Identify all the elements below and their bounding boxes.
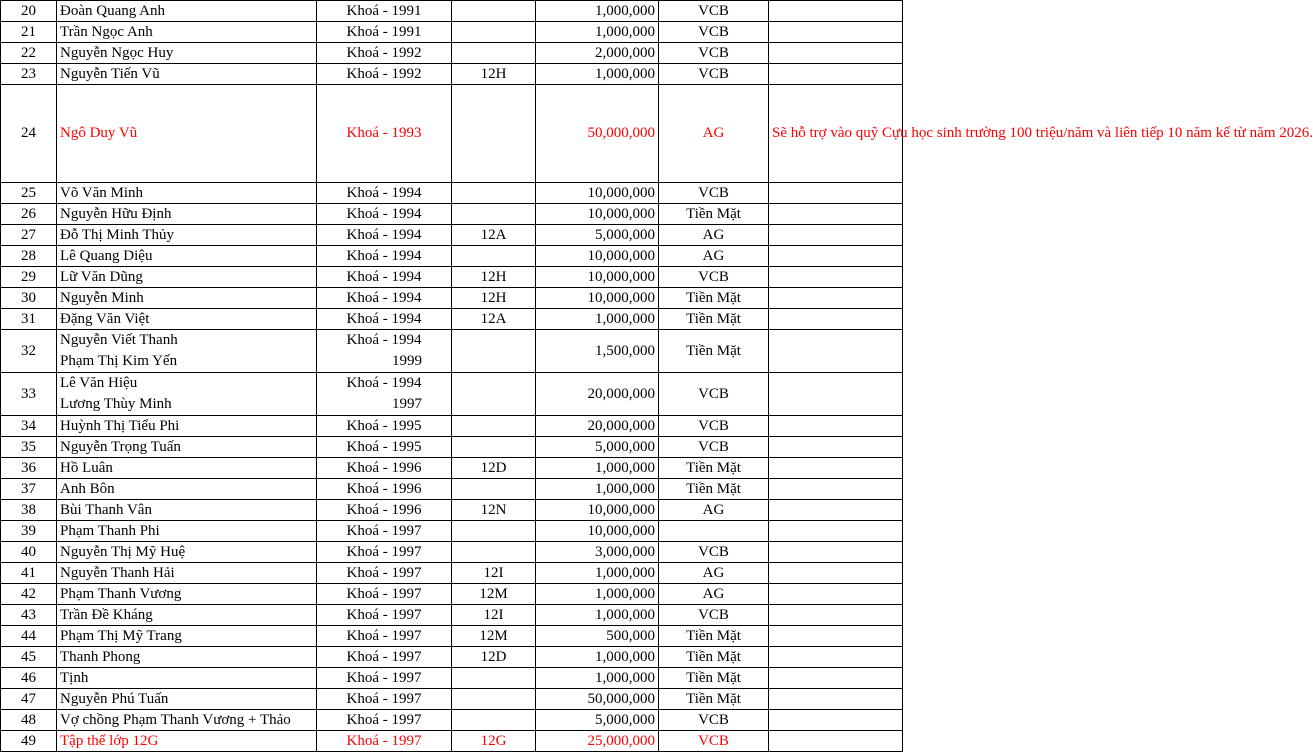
bank-cell: VCB <box>659 437 769 458</box>
khoa-cell: Khoá - 1997 <box>317 689 452 710</box>
class-cell <box>452 521 536 542</box>
stt-cell: 35 <box>1 437 57 458</box>
class-cell: 12D <box>452 458 536 479</box>
table-row <box>1 330 903 373</box>
name-cell: Nguyễn Hữu Định <box>57 204 317 225</box>
table-row <box>1 458 903 479</box>
name-cell: Nguyễn Ngọc Huy <box>57 43 317 64</box>
amount-cell: 1,500,000 <box>536 330 659 373</box>
amount-cell: 3,000,000 <box>536 542 659 563</box>
class-cell <box>452 330 536 373</box>
amount-cell: 5,000,000 <box>536 225 659 246</box>
khoa-cell: Khoá - 1991 <box>317 22 452 43</box>
stt-cell: 30 <box>1 288 57 309</box>
note-cell <box>769 710 903 731</box>
bank-cell: VCB <box>659 605 769 626</box>
name-cell: Nguyễn Trọng Tuấn <box>57 437 317 458</box>
bank-cell: VCB <box>659 731 769 752</box>
name-line-2: Phạm Thị Kim Yến <box>60 353 178 369</box>
class-cell <box>452 43 536 64</box>
khoa-cell: Khoá - 1994 <box>317 267 452 288</box>
note-cell <box>769 43 903 64</box>
name-cell: Anh Bôn <box>57 479 317 500</box>
table-row <box>1 246 903 267</box>
khoa-cell: Khoá - 1997 <box>317 710 452 731</box>
khoa-cell: Khoá - 1997 <box>317 668 452 689</box>
note-cell <box>769 521 903 542</box>
class-cell <box>452 183 536 204</box>
table-row <box>1 584 903 605</box>
khoa-cell: Khoá - 1996 <box>317 479 452 500</box>
stt-cell: 42 <box>1 584 57 605</box>
khoa-line-1: Khoá - 1994 <box>346 332 422 348</box>
amount-cell: 1,000,000 <box>536 563 659 584</box>
stt-cell: 33 <box>1 373 57 416</box>
khoa-cell: Khoá - 1992 <box>317 64 452 85</box>
name-cell: Tập thể lớp 12G <box>57 731 317 752</box>
stt-cell: 47 <box>1 689 57 710</box>
name-cell: Ngô Duy Vũ <box>57 85 317 183</box>
amount-cell: 20,000,000 <box>536 416 659 437</box>
note-cell: Sẽ hỗ trợ vào quỹ Cựu học sinh trường 100 triệu/năm và liên tiếp 10 năm kể từ năm 2026. <box>769 85 903 183</box>
bank-cell: Tiền Mặt <box>659 689 769 710</box>
class-cell: 12G <box>452 731 536 752</box>
stt-cell: 29 <box>1 267 57 288</box>
amount-cell: 10,000,000 <box>536 267 659 288</box>
amount-cell: 10,000,000 <box>536 288 659 309</box>
table-row <box>1 416 903 437</box>
bank-cell: Tiền Mặt <box>659 626 769 647</box>
amount-cell: 1,000,000 <box>536 668 659 689</box>
note-cell <box>769 647 903 668</box>
amount-cell: 1,000,000 <box>536 64 659 85</box>
class-cell <box>452 204 536 225</box>
stt-cell: 25 <box>1 183 57 204</box>
note-cell <box>769 668 903 689</box>
khoa-cell: Khoá - 1995 <box>317 416 452 437</box>
table-row <box>1 43 903 64</box>
bank-cell: VCB <box>659 710 769 731</box>
bank-cell: Tiền Mặt <box>659 309 769 330</box>
bank-cell: AG <box>659 225 769 246</box>
class-cell: 12A <box>452 309 536 330</box>
note-cell <box>769 542 903 563</box>
table-row <box>1 689 903 710</box>
note-cell <box>769 204 903 225</box>
stt-cell: 27 <box>1 225 57 246</box>
amount-cell: 5,000,000 <box>536 710 659 731</box>
name-line-2: Lương Thùy Minh <box>60 396 172 412</box>
class-cell: 12I <box>452 563 536 584</box>
note-cell <box>769 605 903 626</box>
amount-cell: 10,000,000 <box>536 521 659 542</box>
bank-cell: Tiền Mặt <box>659 458 769 479</box>
stt-cell: 23 <box>1 64 57 85</box>
stt-cell: 44 <box>1 626 57 647</box>
table-row <box>1 668 903 689</box>
name-cell: Nguyễn Tiến Vũ <box>57 64 317 85</box>
name-cell: Phạm Thanh Vương <box>57 584 317 605</box>
note-cell <box>769 288 903 309</box>
name-cell: Thanh Phong <box>57 647 317 668</box>
khoa-cell <box>317 330 452 373</box>
name-cell: Vợ chồng Phạm Thanh Vương + Thảo <box>57 710 317 731</box>
stt-cell: 48 <box>1 710 57 731</box>
amount-cell: 1,000,000 <box>536 1 659 22</box>
name-cell: Bùi Thanh Vân <box>57 500 317 521</box>
bank-cell: VCB <box>659 267 769 288</box>
khoa-cell: Khoá - 1994 <box>317 309 452 330</box>
class-cell: 12N <box>452 500 536 521</box>
class-cell: 12D <box>452 647 536 668</box>
table-row <box>1 267 903 288</box>
stt-value: 49 <box>21 732 36 749</box>
table-row <box>1 183 903 204</box>
khoa-cell: Khoá - 1997 <box>317 605 452 626</box>
khoa-cell: Khoá - 1994 <box>317 246 452 267</box>
bank-cell: VCB <box>659 373 769 416</box>
table-row <box>1 605 903 626</box>
bank-cell: VCB <box>659 64 769 85</box>
amount-cell: 50,000,000 <box>536 689 659 710</box>
table-row <box>1 626 903 647</box>
stt-cell: 20 <box>1 1 57 22</box>
name-cell: Võ Văn Minh <box>57 183 317 204</box>
name-line-1: Nguyễn Viết Thanh <box>60 332 178 348</box>
note-cell <box>769 479 903 500</box>
amount-cell: 1,000,000 <box>536 605 659 626</box>
name-line-1: Lê Văn Hiệu <box>60 375 138 391</box>
khoa-cell: Khoá - 1994 <box>317 288 452 309</box>
stt-cell: 21 <box>1 22 57 43</box>
khoa-cell: Khoá - 1996 <box>317 500 452 521</box>
table-row <box>1 1 903 22</box>
note-cell <box>769 626 903 647</box>
class-cell: 12I <box>452 605 536 626</box>
note-cell <box>769 500 903 521</box>
note-cell <box>769 1 903 22</box>
stt-cell: 38 <box>1 500 57 521</box>
note-cell <box>769 731 903 752</box>
stt-cell: 41 <box>1 563 57 584</box>
name-cell: Lữ Văn Dũng <box>57 267 317 288</box>
bank-cell: Tiền Mặt <box>659 288 769 309</box>
amount-cell: 1,000,000 <box>536 22 659 43</box>
bank-cell: Tiền Mặt <box>659 668 769 689</box>
khoa-cell: Khoá - 1997 <box>317 731 452 752</box>
bank-cell: AG <box>659 584 769 605</box>
class-cell: 12H <box>452 288 536 309</box>
amount-cell: 500,000 <box>536 626 659 647</box>
class-cell <box>452 710 536 731</box>
bank-cell: VCB <box>659 22 769 43</box>
amount-cell: 10,000,000 <box>536 500 659 521</box>
class-cell <box>452 85 536 183</box>
name-cell: Phạm Thanh Phi <box>57 521 317 542</box>
stt-cell: 39 <box>1 521 57 542</box>
table-row <box>1 500 903 521</box>
table-row <box>1 373 903 416</box>
table-row <box>1 64 903 85</box>
stt-cell: 32 <box>1 330 57 373</box>
amount-cell: 10,000,000 <box>536 183 659 204</box>
class-cell <box>452 542 536 563</box>
khoa-cell: Khoá - 1997 <box>317 626 452 647</box>
amount-cell: 25,000,000 <box>536 731 659 752</box>
amount-cell: 10,000,000 <box>536 246 659 267</box>
bank-cell: AG <box>659 246 769 267</box>
table-row <box>1 521 903 542</box>
table-row <box>1 563 903 584</box>
table-row <box>1 204 903 225</box>
khoa-cell: Khoá - 1997 <box>317 563 452 584</box>
khoa-line-1: Khoá - 1994 <box>346 375 422 391</box>
khoa-cell: Khoá - 1995 <box>317 437 452 458</box>
bank-cell: AG <box>659 85 769 183</box>
stt-cell: 36 <box>1 458 57 479</box>
class-cell <box>452 373 536 416</box>
class-cell <box>452 1 536 22</box>
amount-cell: 1,000,000 <box>536 584 659 605</box>
note-cell <box>769 458 903 479</box>
khoa-cell: Khoá - 1994 <box>317 225 452 246</box>
note-cell <box>769 437 903 458</box>
table-row <box>1 437 903 458</box>
class-cell: 12H <box>452 64 536 85</box>
name-cell <box>57 373 317 416</box>
khoa-cell: Khoá - 1997 <box>317 584 452 605</box>
stt-cell: 37 <box>1 479 57 500</box>
khoa-cell: Khoá - 1994 <box>317 183 452 204</box>
amount-cell: 20,000,000 <box>536 373 659 416</box>
note-cell <box>769 689 903 710</box>
name-cell: Phạm Thị Mỹ Trang <box>57 626 317 647</box>
name-cell: Huỳnh Thị Tiểu Phi <box>57 416 317 437</box>
class-cell <box>452 22 536 43</box>
amount-cell: 5,000,000 <box>536 437 659 458</box>
table-row <box>1 647 903 668</box>
class-cell: 12M <box>452 584 536 605</box>
stt-value: 24 <box>21 125 36 141</box>
note-cell <box>769 373 903 416</box>
stt-cell: 45 <box>1 647 57 668</box>
bank-cell: Tiền Mặt <box>659 204 769 225</box>
note-cell <box>769 309 903 330</box>
khoa-cell: Khoá - 1997 <box>317 647 452 668</box>
stt-cell: 46 <box>1 668 57 689</box>
name-cell: Hồ Luân <box>57 458 317 479</box>
table-row-highlight <box>1 85 903 183</box>
khoa-line-2: 1997 <box>392 396 422 412</box>
khoa-cell <box>317 373 452 416</box>
bank-cell: VCB <box>659 183 769 204</box>
name-cell: Nguyễn Phú Tuấn <box>57 689 317 710</box>
bank-cell: AG <box>659 563 769 584</box>
class-cell <box>452 246 536 267</box>
name-cell: Nguyễn Minh <box>57 288 317 309</box>
stt-cell: 28 <box>1 246 57 267</box>
table-row <box>1 710 903 731</box>
bank-cell: Tiền Mặt <box>659 647 769 668</box>
bank-cell <box>659 521 769 542</box>
khoa-cell: Khoá - 1996 <box>317 458 452 479</box>
table-row <box>1 542 903 563</box>
khoa-cell: Khoá - 1997 <box>317 542 452 563</box>
table-row <box>1 479 903 500</box>
note-cell <box>769 563 903 584</box>
khoa-cell: Khoá - 1993 <box>317 85 452 183</box>
stt-cell: 22 <box>1 43 57 64</box>
table-row <box>1 225 903 246</box>
amount-cell: 1,000,000 <box>536 479 659 500</box>
stt-cell: 31 <box>1 309 57 330</box>
amount-cell: 1,000,000 <box>536 458 659 479</box>
table-row <box>1 288 903 309</box>
class-cell: 12A <box>452 225 536 246</box>
table-row <box>1 309 903 330</box>
note-cell <box>769 246 903 267</box>
class-cell <box>452 668 536 689</box>
class-cell <box>452 437 536 458</box>
note-cell <box>769 22 903 43</box>
bank-cell: VCB <box>659 416 769 437</box>
amount-cell: 2,000,000 <box>536 43 659 64</box>
name-cell: Nguyễn Thị Mỹ Huệ <box>57 542 317 563</box>
table-row-highlight <box>1 731 903 752</box>
stt-cell <box>1 85 57 183</box>
class-cell: 12H <box>452 267 536 288</box>
bank-cell: AG <box>659 500 769 521</box>
note-cell <box>769 225 903 246</box>
class-cell <box>452 416 536 437</box>
amount-cell: 50,000,000 <box>536 85 659 183</box>
khoa-cell: Khoá - 1997 <box>317 521 452 542</box>
stt-cell: 43 <box>1 605 57 626</box>
note-cell <box>769 416 903 437</box>
amount-cell: 1,000,000 <box>536 309 659 330</box>
note-cell <box>769 267 903 288</box>
amount-cell: 1,000,000 <box>536 647 659 668</box>
name-cell: Đặng Văn Việt <box>57 309 317 330</box>
stt-cell <box>1 731 57 752</box>
khoa-line-2: 1999 <box>392 353 422 369</box>
bank-cell: Tiền Mặt <box>659 330 769 373</box>
bank-cell: VCB <box>659 542 769 563</box>
khoa-cell: Khoá - 1992 <box>317 43 452 64</box>
name-cell: Trần Ngọc Anh <box>57 22 317 43</box>
name-cell: Trần Đề Kháng <box>57 605 317 626</box>
stt-cell: 34 <box>1 416 57 437</box>
khoa-cell: Khoá - 1991 <box>317 1 452 22</box>
note-cell <box>769 64 903 85</box>
name-cell: Lê Quang Diệu <box>57 246 317 267</box>
class-cell <box>452 689 536 710</box>
bank-cell: VCB <box>659 1 769 22</box>
bank-cell: VCB <box>659 43 769 64</box>
note-cell <box>769 183 903 204</box>
name-cell: Tịnh <box>57 668 317 689</box>
stt-cell: 26 <box>1 204 57 225</box>
name-cell: Nguyễn Thanh Hải <box>57 563 317 584</box>
name-cell <box>57 330 317 373</box>
table-row <box>1 22 903 43</box>
khoa-cell: Khoá - 1994 <box>317 204 452 225</box>
note-cell <box>769 584 903 605</box>
name-cell: Đỗ Thị Minh Thủy <box>57 225 317 246</box>
amount-cell: 10,000,000 <box>536 204 659 225</box>
name-cell: Đoàn Quang Anh <box>57 1 317 22</box>
class-cell: 12M <box>452 626 536 647</box>
bank-cell: Tiền Mặt <box>659 479 769 500</box>
stt-cell: 40 <box>1 542 57 563</box>
note-cell <box>769 330 903 373</box>
class-cell <box>452 479 536 500</box>
